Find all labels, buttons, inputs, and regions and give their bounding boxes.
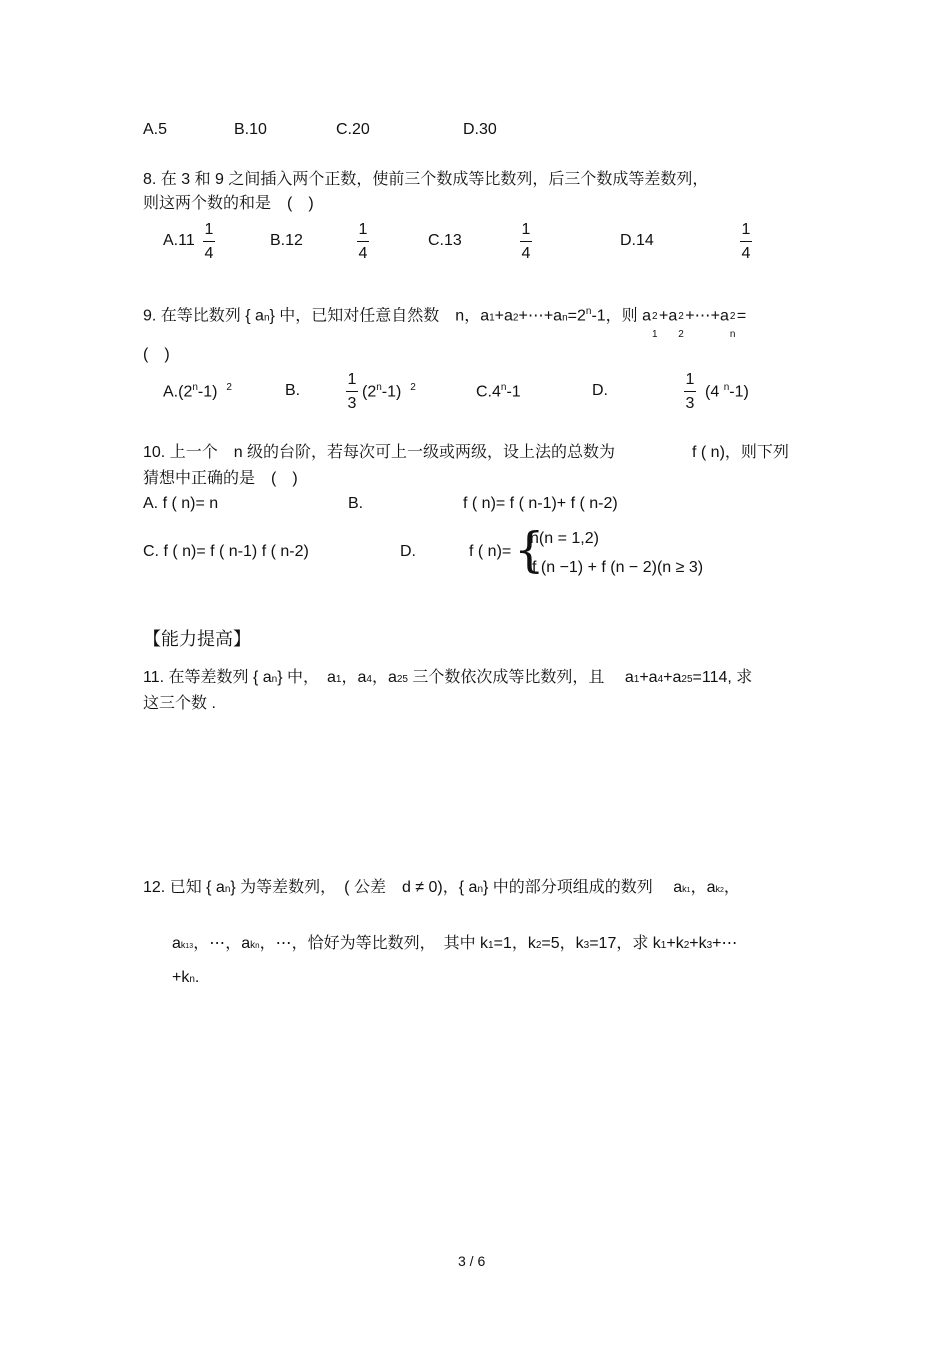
q8-option-b: B.12 <box>270 232 303 249</box>
q12-stem-line2: ak13，⋯，akn，⋯，恰好为等比数列， 其中 k1=1，k2=5，k3=17，求 k1+k2+k3+⋯ <box>172 935 738 952</box>
q9-option-a: A.(2$^n$-1) $^2$ <box>163 382 232 401</box>
q9-option-b-label: B. <box>285 382 301 399</box>
q10-option-d-label: D. <box>400 543 416 560</box>
q8-stem-line1: 8. 在 3 和 9 之间插入两个正数，使前三个数成等比数列，后三个数成等差数列， <box>143 171 709 188</box>
q8-stem-line2: 则这两个数的和是 ( ) <box>143 195 314 212</box>
q9-option-d-label: D. <box>592 382 608 399</box>
q10-option-b-expr: f ( n)= f ( n-1)+ f ( n-2) <box>463 495 618 512</box>
q9-option-b-expr: (2$^n$-1) $^2$ <box>362 382 416 401</box>
q10-option-c: C. f ( n)= f ( n-1) f ( n-2) <box>143 543 309 560</box>
q10-option-d-expr: f ( n)= <box>469 543 512 560</box>
q10-option-a: A. f ( n)= n <box>143 495 219 512</box>
page-number: 3 / 6 <box>458 1253 486 1269</box>
q7-option-a: A.5 <box>143 121 168 138</box>
q11-stem-line1: 11. 在等差数列 { an} 中， a1，a4，a25 三个数依次成等比数列，且 a1+a4+a25=114, 求 <box>143 669 753 686</box>
q9-stem-line1: 9. 在等比数列 { an} 中，已知对任意自然数 n，$a1+a2+\cdots+an=2^n-1$，则 a 2 1 +a 2 2 +⋯+a 2 n = <box>143 306 747 341</box>
q10-option-d-case1: n(n = 1,2) <box>530 530 599 547</box>
q9-option-b-fraction: 1 3 <box>347 371 357 412</box>
q10-option-b-label: B. <box>348 495 364 512</box>
q8-option-d: D.14 <box>620 232 654 249</box>
q10-option-d-case2: f (n −1) + f (n − 2)(n ≥ 3) <box>532 559 704 576</box>
q12-stem-line3: +kn. <box>172 969 200 986</box>
section-heading: 【能力提高】 <box>143 629 251 649</box>
q9-option-c: C.4$^n$-1 <box>476 382 521 401</box>
q10-stem-line1b: f ( n)，则下列 <box>692 444 789 461</box>
q8-option-a-fraction: 1 4 <box>204 221 214 262</box>
q8-option-c: C.13 <box>428 232 462 249</box>
q12-stem-line1: 12. 已知 { an} 为等差数列， ( 公差 d ≠ 0)，{ an} 中的部分项组成的数列 ak1，ak2， <box>143 879 740 896</box>
q11-stem-line2: 这三个数 . <box>143 695 216 712</box>
q9-option-d-expr: (4 $^n$-1) <box>705 382 749 401</box>
q8-option-c-fraction: 1 4 <box>521 221 531 262</box>
q8-option-b-fraction: 1 4 <box>358 221 368 262</box>
q7-option-d: D.30 <box>463 121 497 138</box>
q9-option-d-fraction: 1 3 <box>685 371 695 412</box>
q8-option-d-fraction: 1 4 <box>741 221 751 262</box>
q7-option-c: C.20 <box>336 121 370 138</box>
q10-stem-line2: 猜想中正确的是 ( ) <box>143 470 298 487</box>
q7-option-b: B.10 <box>234 121 267 138</box>
q10-stem-line1a: 10. 上一个 n 级的台阶，若每次可上一级或两级，设上法的总数为 <box>143 444 616 461</box>
piecewise-brace: { <box>514 522 545 578</box>
q8-option-a: A.11 <box>163 232 195 249</box>
q9-stem-line2: ( ) <box>143 346 170 363</box>
